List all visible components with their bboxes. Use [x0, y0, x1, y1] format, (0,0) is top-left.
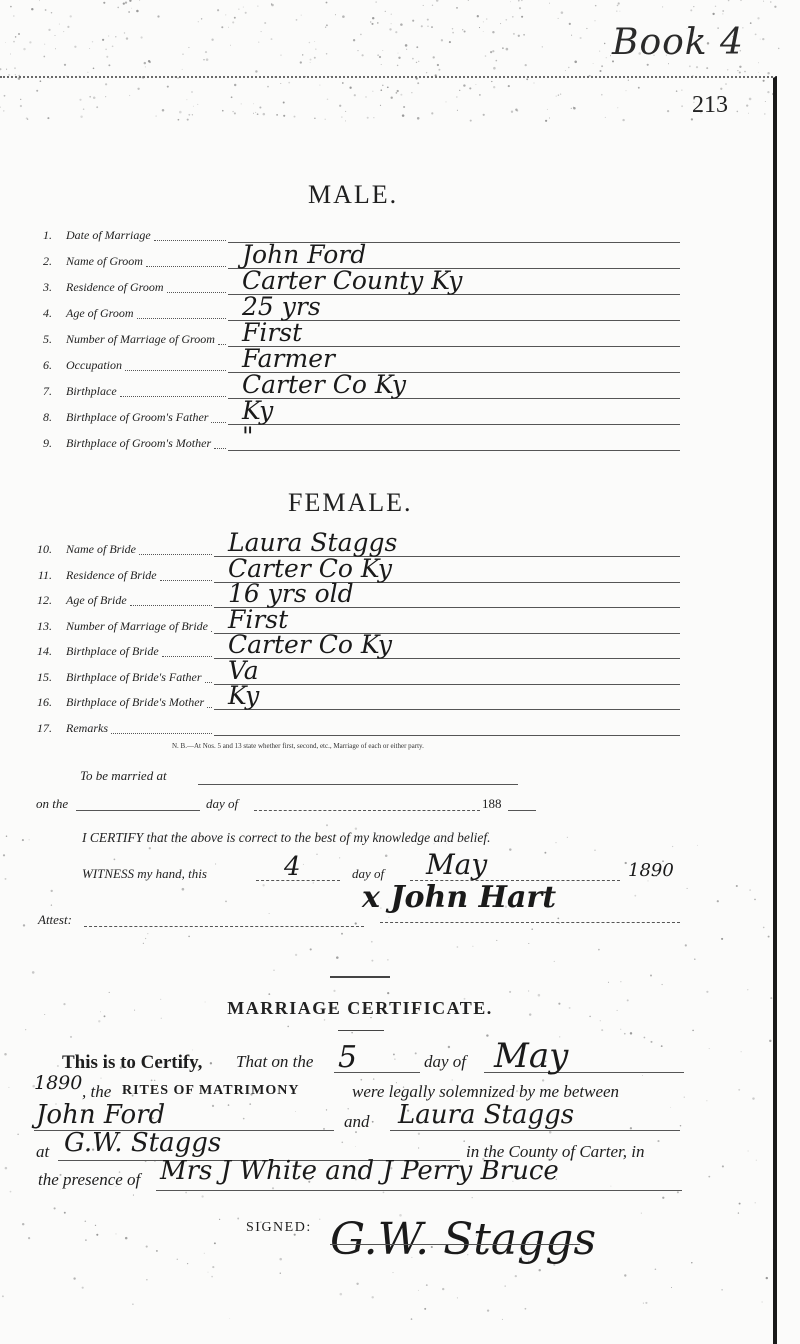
day-of-label: day of [206, 796, 239, 811]
field-leader [146, 266, 226, 267]
field-label: Remarks [66, 720, 108, 735]
field-number: 6. [43, 358, 52, 372]
field-value-line [214, 709, 680, 710]
cert-county: in the County of Carter, in [466, 1142, 645, 1161]
form-row [0, 630, 720, 664]
field-leader [160, 580, 212, 581]
field-value: First [242, 318, 303, 347]
divider-top [330, 976, 390, 978]
certify-statement: I CERTIFY that the above is correct to the best of my knowledge and belief. [82, 830, 491, 845]
cert-bride: Laura Staggs [398, 1100, 575, 1130]
field-label: Birthplace of Bride's Mother [66, 695, 205, 709]
field-label: Number of Marriage of Bride [66, 618, 208, 633]
witness-signature-line [380, 922, 680, 923]
field-number: 16. [37, 695, 52, 709]
attest-line [84, 926, 364, 927]
field-leader [214, 448, 226, 449]
field-leader [167, 292, 226, 293]
year-prefix: 188 [482, 796, 502, 811]
book-annotation: Book 4 [612, 22, 744, 63]
form-row [0, 318, 720, 352]
field-label: Birthplace of Groom's Father [66, 410, 209, 424]
divider-bottom [338, 1030, 384, 1031]
field-value: Carter Co Ky [228, 553, 393, 583]
field-value: Laura Staggs [228, 528, 398, 557]
field-leader [137, 318, 226, 319]
field-leader [218, 344, 226, 345]
witness-day: 4 [284, 852, 301, 882]
field-value: Carter Co Ky [228, 630, 393, 659]
form-row [0, 266, 720, 300]
form-row [0, 579, 720, 613]
married-at-line [198, 784, 518, 785]
form-row [0, 655, 720, 690]
field-label: Name of Bride [66, 542, 136, 556]
field-label: Birthplace [66, 384, 117, 398]
witness-label: WITNESS my hand, this [82, 866, 207, 881]
field-number: 14. [37, 644, 52, 658]
field-number: 8. [43, 410, 52, 424]
male-heading: MALE. [308, 180, 399, 209]
cert-presence-of: the presence of [38, 1170, 141, 1189]
field-value: Va [228, 655, 259, 685]
form-row [0, 715, 720, 741]
cert-bride-line [390, 1130, 680, 1131]
cert-day: 5 [338, 1040, 358, 1075]
field-label: Birthplace of Bride [66, 644, 159, 658]
certificate-title: MARRIAGE CERTIFICATE. [227, 998, 493, 1018]
field-number: 13. [37, 618, 52, 633]
witness-year: 1890 [628, 860, 674, 881]
witness-month: May [426, 848, 488, 881]
field-value: John Ford [242, 240, 367, 269]
cert-location: G.W. Staggs [64, 1128, 222, 1158]
witness-signature: x John Hart [362, 880, 557, 915]
cert-and: and [344, 1112, 370, 1131]
page-number: 213 [692, 92, 728, 118]
field-leader [162, 656, 212, 657]
field-value: Ky [242, 396, 274, 425]
cert-groom: John Ford [36, 1100, 166, 1130]
field-value-line [228, 424, 680, 425]
form-row [0, 553, 720, 588]
field-leader [139, 554, 212, 555]
field-value: Carter County Ky [242, 266, 463, 295]
field-number: 3. [43, 280, 52, 294]
field-leader [211, 631, 212, 632]
witness-day-of: day of [352, 866, 385, 881]
field-number: 17. [37, 720, 52, 735]
cert-witnesses-line [156, 1190, 682, 1191]
field-leader [125, 370, 226, 371]
field-label: Occupation [66, 358, 122, 372]
field-value: 16 yrs old [228, 579, 354, 608]
field-number: 7. [43, 384, 52, 398]
officiant-signature-line [330, 1244, 580, 1245]
on-the-label: on the [36, 796, 69, 811]
rites-pre: , the [82, 1082, 112, 1101]
officiant-signature: G.W. Staggs [330, 1214, 597, 1265]
form-row [0, 396, 720, 430]
field-leader [211, 422, 226, 423]
this-is-to-certify: This is to Certify, [62, 1052, 203, 1073]
field-value: " [242, 422, 254, 451]
field-label: Birthplace of Bride's Father [66, 669, 202, 684]
cert-at: at [36, 1142, 50, 1161]
rites-of-matrimony: RITES OF MATRIMONY [122, 1083, 300, 1098]
field-value: First [228, 604, 289, 634]
female-heading: FEMALE. [288, 488, 413, 517]
cert-witnesses: Mrs J White and J Perry Bruce [160, 1156, 559, 1186]
field-label: Number of Marriage of Groom [66, 332, 215, 346]
rites-post: were legally solemnized by me between [352, 1082, 620, 1101]
field-label: Residence of Groom [66, 280, 164, 294]
signed-label: SIGNED: [246, 1220, 312, 1235]
year-line [508, 810, 536, 811]
field-value-line [214, 735, 680, 736]
field-label: Age of Bride [66, 593, 127, 607]
married-at-label: To be married at [80, 768, 167, 783]
field-number: 5. [43, 332, 52, 346]
field-leader [111, 733, 212, 734]
field-value: Farmer [242, 344, 335, 373]
field-number: 11. [37, 567, 52, 582]
field-label: Name of Groom [66, 254, 143, 268]
field-number: 2. [43, 254, 52, 268]
field-value-line [228, 450, 680, 451]
field-leader [205, 682, 212, 683]
that-on-the: That on the [236, 1052, 314, 1071]
on-the-line [76, 810, 200, 811]
field-number: 4. [43, 306, 52, 320]
day-of-line [254, 810, 480, 811]
field-number: 1. [43, 228, 52, 242]
field-value: Ky [228, 681, 260, 710]
cert-year: 1890 [34, 1072, 83, 1094]
field-value-line [214, 684, 680, 685]
form-row [0, 370, 720, 404]
cert-month: May [494, 1036, 569, 1076]
attest-label: Attest: [38, 912, 72, 927]
form-row [0, 292, 720, 326]
field-leader [207, 707, 212, 708]
field-label: Residence of Bride [66, 567, 157, 582]
field-number: 15. [37, 669, 52, 684]
field-number: 9. [43, 436, 52, 450]
cert-day-of: day of [424, 1052, 467, 1071]
field-label: Age of Groom [66, 306, 134, 320]
field-label: Birthplace of Groom's Mother [66, 436, 212, 450]
field-value: 25 yrs [242, 292, 321, 321]
field-leader [120, 396, 226, 397]
field-value: Carter Co Ky [242, 370, 407, 399]
field-number: 12. [37, 593, 52, 607]
form-row [0, 422, 720, 456]
instruction-note: N. B.—At Nos. 5 and 13 state whether first, second, etc., Marriage of each or either party. [172, 742, 424, 750]
field-number: 10. [37, 542, 52, 556]
field-leader [154, 240, 226, 241]
field-leader [130, 605, 212, 606]
field-label: Date of Marriage [66, 228, 151, 242]
form-row [0, 681, 720, 715]
